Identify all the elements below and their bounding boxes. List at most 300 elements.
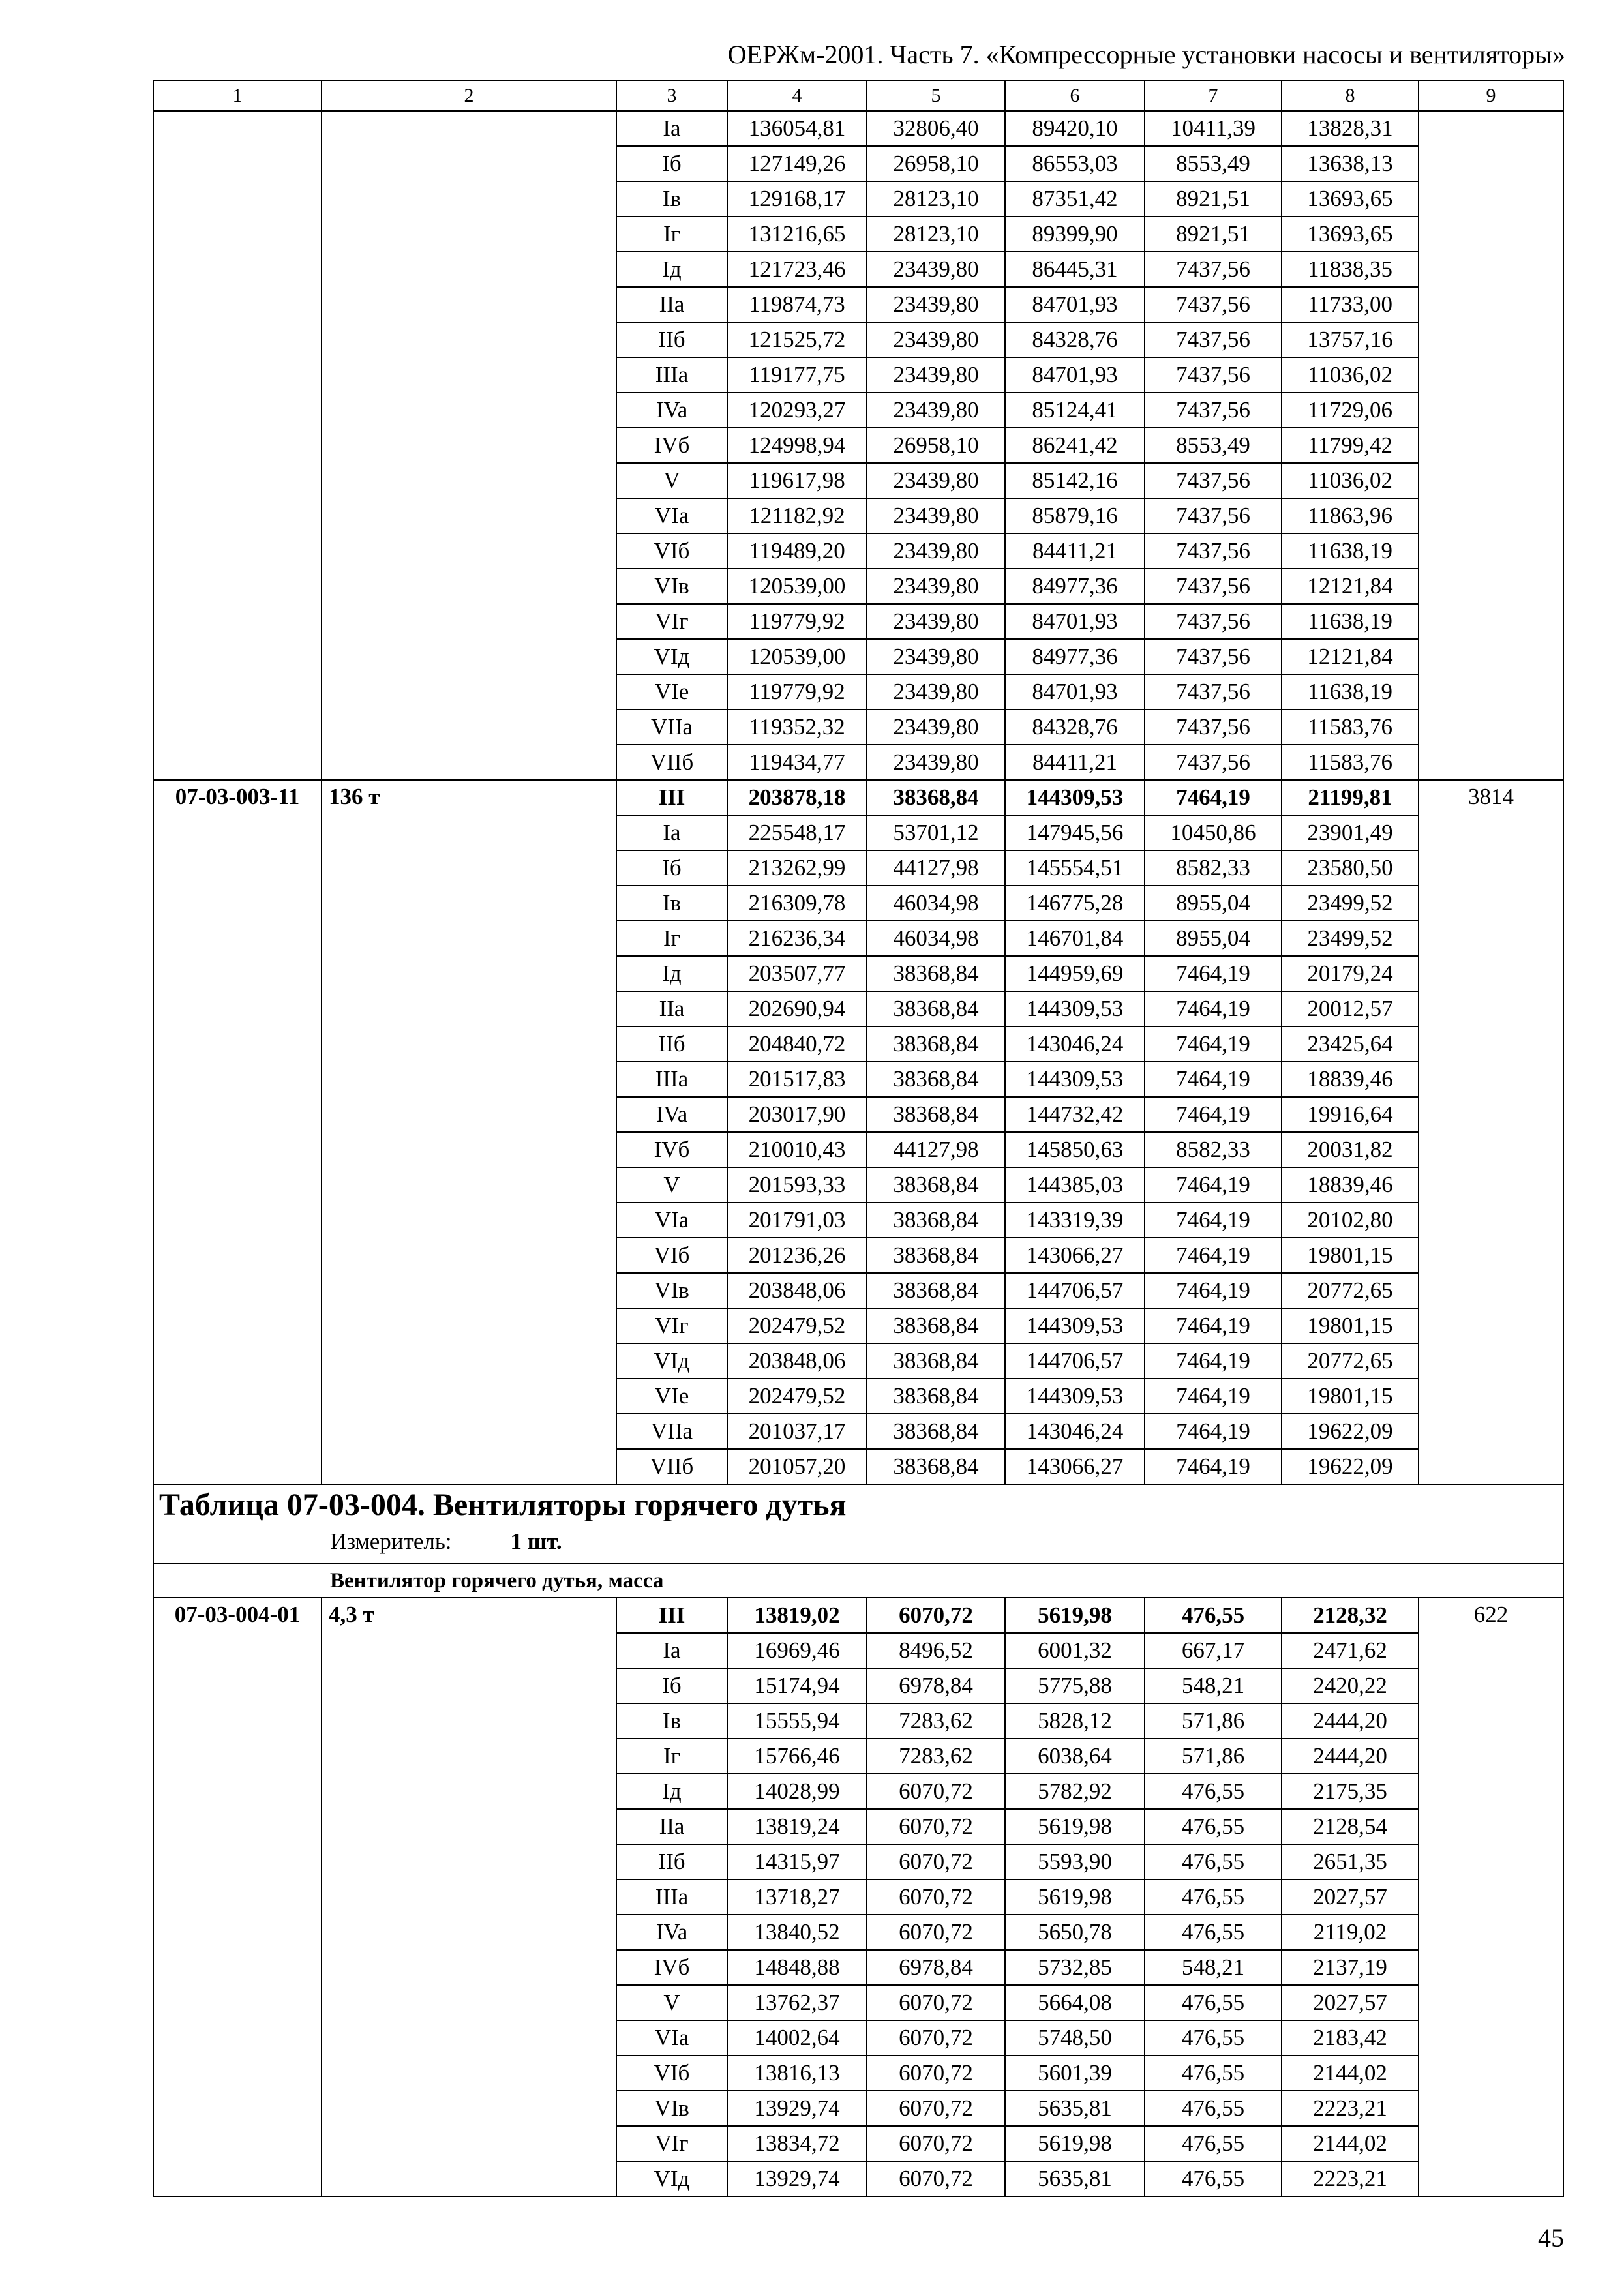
- value-cell: 145554,51: [1005, 850, 1145, 886]
- value-cell: 5664,08: [1005, 1985, 1145, 2020]
- value-cell: 23439,80: [867, 639, 1005, 674]
- value-cell: 7464,19: [1145, 1343, 1282, 1379]
- value-cell: 5732,85: [1005, 1950, 1145, 1985]
- value-cell: 2128,32: [1282, 1598, 1419, 1633]
- zone-cell: VIг: [616, 2126, 727, 2161]
- value-cell: 143066,27: [1005, 1238, 1145, 1273]
- value-cell: 38368,84: [867, 780, 1005, 815]
- value-cell: 2144,02: [1282, 2056, 1419, 2091]
- value-cell: 476,55: [1145, 2020, 1282, 2056]
- value-cell: 23439,80: [867, 287, 1005, 322]
- value-cell: 19801,15: [1282, 1308, 1419, 1343]
- zone-cell: Iб: [616, 850, 727, 886]
- column-number: 5: [867, 80, 1005, 111]
- value-cell: 6070,72: [867, 2091, 1005, 2126]
- column-number: 9: [1419, 80, 1563, 111]
- value-cell: 10411,39: [1145, 111, 1282, 146]
- value-cell: 119434,77: [727, 745, 867, 780]
- zone-cell: VIб: [616, 2056, 727, 2091]
- zone-cell: Iв: [616, 886, 727, 921]
- zone-cell: Iб: [616, 146, 727, 181]
- value-cell: 5635,81: [1005, 2091, 1145, 2126]
- value-cell: 13929,74: [727, 2091, 867, 2126]
- section-title: Вентилятор горячего дутья, масса: [330, 1569, 664, 1593]
- value-cell: 7464,19: [1145, 780, 1282, 815]
- value-cell: 6070,72: [867, 1844, 1005, 1879]
- value-cell: 20179,24: [1282, 956, 1419, 991]
- value-cell: 119779,92: [727, 604, 867, 639]
- value-cell: 5619,98: [1005, 2126, 1145, 2161]
- value-cell: 144309,53: [1005, 780, 1145, 815]
- zone-cell: Iг: [616, 1739, 727, 1774]
- page-number: 45: [1538, 2223, 1564, 2252]
- zone-cell: V: [616, 1985, 727, 2020]
- value-cell: 11638,19: [1282, 674, 1419, 710]
- value-cell: 8955,04: [1145, 921, 1282, 956]
- value-cell: 10450,86: [1145, 815, 1282, 850]
- value-cell: 120293,27: [727, 393, 867, 428]
- zone-cell: VIe: [616, 1379, 727, 1414]
- value-cell: 120539,00: [727, 569, 867, 604]
- value-cell: 84977,36: [1005, 639, 1145, 674]
- value-cell: 2175,35: [1282, 1774, 1419, 1809]
- value-cell: 136054,81: [727, 111, 867, 146]
- value-cell: 53701,12: [867, 815, 1005, 850]
- value-cell: 548,21: [1145, 1950, 1282, 1985]
- value-cell: 8955,04: [1145, 886, 1282, 921]
- zone-cell: VIa: [616, 2020, 727, 2056]
- value-cell: 7464,19: [1145, 1308, 1282, 1343]
- value-cell: 23439,80: [867, 745, 1005, 780]
- value-cell: 13819,24: [727, 1809, 867, 1844]
- zone-cell: IIIa: [616, 1879, 727, 1915]
- value-cell: 5619,98: [1005, 1809, 1145, 1844]
- value-cell: 127149,26: [727, 146, 867, 181]
- value-cell: 38368,84: [867, 991, 1005, 1026]
- value-cell: 2444,20: [1282, 1739, 1419, 1774]
- value-cell: 7437,56: [1145, 393, 1282, 428]
- value-cell: 86553,03: [1005, 146, 1145, 181]
- value-cell: 23439,80: [867, 463, 1005, 498]
- zone-cell: Ia: [616, 1633, 727, 1668]
- value-cell: 145850,63: [1005, 1132, 1145, 1167]
- value-cell: 44127,98: [867, 1132, 1005, 1167]
- value-cell: 201593,33: [727, 1167, 867, 1203]
- value-cell: 2223,21: [1282, 2161, 1419, 2196]
- value-cell: 2027,57: [1282, 1879, 1419, 1915]
- value-cell: 16969,46: [727, 1633, 867, 1668]
- value-cell: 571,86: [1145, 1739, 1282, 1774]
- value-cell: 11799,42: [1282, 428, 1419, 463]
- value-cell: 11638,19: [1282, 533, 1419, 569]
- value-cell: 2471,62: [1282, 1633, 1419, 1668]
- value-cell: 11638,19: [1282, 604, 1419, 639]
- value-cell: 119352,32: [727, 710, 867, 745]
- value-cell: 119489,20: [727, 533, 867, 569]
- zone-cell: VIIa: [616, 1414, 727, 1449]
- unit-line: [154, 1525, 1563, 1558]
- value-cell: 8921,51: [1145, 181, 1282, 217]
- value-cell: 23499,52: [1282, 886, 1419, 921]
- value-cell: 476,55: [1145, 1879, 1282, 1915]
- zone-cell: VIд: [616, 2161, 727, 2196]
- value-cell: 210010,43: [727, 1132, 867, 1167]
- zone-cell: Iв: [616, 1703, 727, 1739]
- unit-value: 1 шт.: [510, 1529, 562, 1554]
- zone-cell: VIв: [616, 1273, 727, 1308]
- value-cell: 121525,72: [727, 322, 867, 357]
- zone-cell: VIIб: [616, 745, 727, 780]
- value-cell: 23901,49: [1282, 815, 1419, 850]
- code-cell: 07-03-003-11: [153, 780, 322, 1484]
- value-cell: 14848,88: [727, 1950, 867, 1985]
- zone-cell: Iд: [616, 1774, 727, 1809]
- value-cell: 119177,75: [727, 357, 867, 393]
- value-cell: 32806,40: [867, 111, 1005, 146]
- value-cell: 7437,56: [1145, 463, 1282, 498]
- value-cell: 5828,12: [1005, 1703, 1145, 1739]
- value-cell: 7437,56: [1145, 674, 1282, 710]
- value-cell: 7437,56: [1145, 639, 1282, 674]
- zone-cell: IVa: [616, 393, 727, 428]
- zone-cell: IIa: [616, 287, 727, 322]
- zone-cell: Ia: [616, 111, 727, 146]
- value-cell: 476,55: [1145, 1844, 1282, 1879]
- zone-cell: IVa: [616, 1097, 727, 1132]
- value-cell: 11729,06: [1282, 393, 1419, 428]
- value-cell: 23439,80: [867, 498, 1005, 533]
- value-cell: 19916,64: [1282, 1097, 1419, 1132]
- value-cell: 7464,19: [1145, 1167, 1282, 1203]
- value-cell: 143319,39: [1005, 1203, 1145, 1238]
- value-cell: 476,55: [1145, 2091, 1282, 2126]
- value-cell: 46034,98: [867, 886, 1005, 921]
- value-cell: 119779,92: [727, 674, 867, 710]
- value-cell: 203878,18: [727, 780, 867, 815]
- value-cell: 7437,56: [1145, 604, 1282, 639]
- value-cell: 6070,72: [867, 2056, 1005, 2091]
- value-cell: 23439,80: [867, 710, 1005, 745]
- value-cell: 15766,46: [727, 1739, 867, 1774]
- zone-cell: VIд: [616, 1343, 727, 1379]
- param-cell: [322, 111, 616, 780]
- value-cell: 6070,72: [867, 1598, 1005, 1633]
- zone-cell: Iг: [616, 217, 727, 252]
- value-cell: 143046,24: [1005, 1026, 1145, 1062]
- extra-cell: [1419, 111, 1563, 780]
- value-cell: 203848,06: [727, 1273, 867, 1308]
- value-cell: 2183,42: [1282, 2020, 1419, 2056]
- column-number-row: [153, 80, 1563, 111]
- value-cell: 23439,80: [867, 252, 1005, 287]
- zone-cell: IVб: [616, 1950, 727, 1985]
- value-cell: 26958,10: [867, 428, 1005, 463]
- table-title: Таблица 07-03-004. Вентиляторы горячего дутья: [159, 1488, 847, 1522]
- table-row: [153, 111, 1563, 146]
- table-row: [153, 780, 1563, 815]
- value-cell: 8496,52: [867, 1633, 1005, 1668]
- value-cell: 6070,72: [867, 2161, 1005, 2196]
- value-cell: 2027,57: [1282, 1985, 1419, 2020]
- value-cell: 6038,64: [1005, 1739, 1145, 1774]
- zone-cell: IIб: [616, 322, 727, 357]
- value-cell: 23439,80: [867, 569, 1005, 604]
- zone-cell: VIб: [616, 533, 727, 569]
- value-cell: 38368,84: [867, 1414, 1005, 1449]
- value-cell: 28123,10: [867, 181, 1005, 217]
- value-cell: 131216,65: [727, 217, 867, 252]
- value-cell: 121723,46: [727, 252, 867, 287]
- value-cell: 476,55: [1145, 2126, 1282, 2161]
- value-cell: 7437,56: [1145, 322, 1282, 357]
- zone-cell: IVa: [616, 1915, 727, 1950]
- value-cell: 144706,57: [1005, 1273, 1145, 1308]
- value-cell: 7464,19: [1145, 1449, 1282, 1484]
- zone-cell: Iв: [616, 181, 727, 217]
- value-cell: 202690,94: [727, 991, 867, 1026]
- value-cell: 12121,84: [1282, 639, 1419, 674]
- zone-cell: VIг: [616, 604, 727, 639]
- value-cell: 19622,09: [1282, 1414, 1419, 1449]
- value-cell: 20012,57: [1282, 991, 1419, 1026]
- code-cell: 07-03-004-01: [153, 1598, 322, 2196]
- value-cell: 38368,84: [867, 1343, 1005, 1379]
- extra-cell: 3814: [1419, 780, 1563, 1484]
- value-cell: 13929,74: [727, 2161, 867, 2196]
- value-cell: 203848,06: [727, 1343, 867, 1379]
- zone-cell: III: [616, 780, 727, 815]
- value-cell: 2420,22: [1282, 1668, 1419, 1703]
- value-cell: 18839,46: [1282, 1167, 1419, 1203]
- zone-cell: VIв: [616, 2091, 727, 2126]
- value-cell: 7464,19: [1145, 1026, 1282, 1062]
- value-cell: 5619,98: [1005, 1598, 1145, 1633]
- value-cell: 5619,98: [1005, 1879, 1145, 1915]
- value-cell: 146701,84: [1005, 921, 1145, 956]
- value-cell: 6070,72: [867, 2020, 1005, 2056]
- value-cell: 7437,56: [1145, 710, 1282, 745]
- value-cell: 38368,84: [867, 1167, 1005, 1203]
- value-cell: 23580,50: [1282, 850, 1419, 886]
- value-cell: 7464,19: [1145, 1414, 1282, 1449]
- price-table: [153, 80, 1564, 2197]
- zone-cell: IIa: [616, 991, 727, 1026]
- extra-cell: 622: [1419, 1598, 1563, 2196]
- value-cell: 2128,54: [1282, 1809, 1419, 1844]
- param-cell: 4,3 т: [322, 1598, 616, 2196]
- value-cell: 23439,80: [867, 393, 1005, 428]
- column-number: 8: [1282, 80, 1419, 111]
- value-cell: 13819,02: [727, 1598, 867, 1633]
- value-cell: 7464,19: [1145, 1273, 1282, 1308]
- value-cell: 15174,94: [727, 1668, 867, 1703]
- unit-label: Измеритель:: [330, 1529, 452, 1554]
- value-cell: 87351,42: [1005, 181, 1145, 217]
- value-cell: 38368,84: [867, 1449, 1005, 1484]
- value-cell: 26958,10: [867, 146, 1005, 181]
- value-cell: 14002,64: [727, 2020, 867, 2056]
- value-cell: 201057,20: [727, 1449, 867, 1484]
- value-cell: 2137,19: [1282, 1950, 1419, 1985]
- value-cell: 6001,32: [1005, 1633, 1145, 1668]
- value-cell: 6070,72: [867, 1809, 1005, 1844]
- value-cell: 548,21: [1145, 1668, 1282, 1703]
- value-cell: 476,55: [1145, 1915, 1282, 1950]
- value-cell: 143046,24: [1005, 1414, 1145, 1449]
- value-cell: 6070,72: [867, 2126, 1005, 2161]
- value-cell: 20031,82: [1282, 1132, 1419, 1167]
- value-cell: 11583,76: [1282, 745, 1419, 780]
- value-cell: 216309,78: [727, 886, 867, 921]
- value-cell: 124998,94: [727, 428, 867, 463]
- value-cell: 21199,81: [1282, 780, 1419, 815]
- value-cell: 14315,97: [727, 1844, 867, 1879]
- zone-cell: VIa: [616, 498, 727, 533]
- zone-cell: Ia: [616, 815, 727, 850]
- value-cell: 84411,21: [1005, 745, 1145, 780]
- zone-cell: Iг: [616, 921, 727, 956]
- value-cell: 11863,96: [1282, 498, 1419, 533]
- table-title-cell: [153, 1484, 1563, 1564]
- value-cell: 7437,56: [1145, 745, 1282, 780]
- value-cell: 5775,88: [1005, 1668, 1145, 1703]
- value-cell: 23439,80: [867, 357, 1005, 393]
- value-cell: 11036,02: [1282, 463, 1419, 498]
- value-cell: 476,55: [1145, 1774, 1282, 1809]
- value-cell: 13762,37: [727, 1985, 867, 2020]
- value-cell: 6070,72: [867, 1985, 1005, 2020]
- value-cell: 8921,51: [1145, 217, 1282, 252]
- value-cell: 5650,78: [1005, 1915, 1145, 1950]
- value-cell: 18839,46: [1282, 1062, 1419, 1097]
- value-cell: 6070,72: [867, 1774, 1005, 1809]
- value-cell: 7437,56: [1145, 357, 1282, 393]
- value-cell: 129168,17: [727, 181, 867, 217]
- zone-cell: VIд: [616, 639, 727, 674]
- header-rule: [150, 76, 1565, 78]
- value-cell: 84701,93: [1005, 287, 1145, 322]
- value-cell: 7464,19: [1145, 1379, 1282, 1414]
- value-cell: 13718,27: [727, 1879, 867, 1915]
- value-cell: 13757,16: [1282, 322, 1419, 357]
- value-cell: 13816,13: [727, 2056, 867, 2091]
- value-cell: 119617,98: [727, 463, 867, 498]
- value-cell: 84701,93: [1005, 674, 1145, 710]
- value-cell: 6070,72: [867, 1915, 1005, 1950]
- value-cell: 216236,34: [727, 921, 867, 956]
- value-cell: 13828,31: [1282, 111, 1419, 146]
- zone-cell: IIIa: [616, 1062, 727, 1097]
- value-cell: 85124,41: [1005, 393, 1145, 428]
- value-cell: 7437,56: [1145, 498, 1282, 533]
- value-cell: 11733,00: [1282, 287, 1419, 322]
- value-cell: 476,55: [1145, 1985, 1282, 2020]
- column-number: 6: [1005, 80, 1145, 111]
- value-cell: 23439,80: [867, 322, 1005, 357]
- value-cell: 2144,02: [1282, 2126, 1419, 2161]
- value-cell: 13840,52: [727, 1915, 867, 1950]
- value-cell: 225548,17: [727, 815, 867, 850]
- value-cell: 7464,19: [1145, 1203, 1282, 1238]
- value-cell: 84411,21: [1005, 533, 1145, 569]
- value-cell: 13834,72: [727, 2126, 867, 2161]
- value-cell: 571,86: [1145, 1703, 1282, 1739]
- zone-cell: IIa: [616, 1809, 727, 1844]
- zone-cell: IIб: [616, 1026, 727, 1062]
- column-number: 7: [1145, 80, 1282, 111]
- running-header: [150, 31, 1565, 78]
- value-cell: 85879,16: [1005, 498, 1145, 533]
- value-cell: 12121,84: [1282, 569, 1419, 604]
- zone-cell: Iб: [616, 1668, 727, 1703]
- column-number: 1: [153, 80, 322, 111]
- value-cell: 84701,93: [1005, 604, 1145, 639]
- value-cell: 7464,19: [1145, 1062, 1282, 1097]
- zone-cell: IIб: [616, 1844, 727, 1879]
- value-cell: 38368,84: [867, 1238, 1005, 1273]
- value-cell: 5748,50: [1005, 2020, 1145, 2056]
- table-row: [153, 1598, 1563, 1633]
- code-cell: [153, 111, 322, 780]
- value-cell: 13693,65: [1282, 181, 1419, 217]
- zone-cell: VIг: [616, 1308, 727, 1343]
- value-cell: 89399,90: [1005, 217, 1145, 252]
- value-cell: 7283,62: [867, 1703, 1005, 1739]
- value-cell: 202479,52: [727, 1379, 867, 1414]
- zone-cell: VIa: [616, 1203, 727, 1238]
- value-cell: 6978,84: [867, 1668, 1005, 1703]
- column-number: 3: [616, 80, 727, 111]
- value-cell: 201791,03: [727, 1203, 867, 1238]
- value-cell: 2119,02: [1282, 1915, 1419, 1950]
- value-cell: 44127,98: [867, 850, 1005, 886]
- value-cell: 201517,83: [727, 1062, 867, 1097]
- value-cell: 476,55: [1145, 1598, 1282, 1633]
- value-cell: 5601,39: [1005, 2056, 1145, 2091]
- value-cell: 147945,56: [1005, 815, 1145, 850]
- zone-cell: VIб: [616, 1238, 727, 1273]
- value-cell: 14028,99: [727, 1774, 867, 1809]
- value-cell: 667,17: [1145, 1633, 1282, 1668]
- value-cell: 5782,92: [1005, 1774, 1145, 1809]
- value-cell: 7464,19: [1145, 991, 1282, 1026]
- value-cell: 202479,52: [727, 1308, 867, 1343]
- value-cell: 144309,53: [1005, 1062, 1145, 1097]
- value-cell: 23499,52: [1282, 921, 1419, 956]
- value-cell: 19801,15: [1282, 1379, 1419, 1414]
- value-cell: 46034,98: [867, 921, 1005, 956]
- value-cell: 11838,35: [1282, 252, 1419, 287]
- value-cell: 120539,00: [727, 639, 867, 674]
- value-cell: 2444,20: [1282, 1703, 1419, 1739]
- value-cell: 7464,19: [1145, 956, 1282, 991]
- value-cell: 8553,49: [1145, 428, 1282, 463]
- value-cell: 8582,33: [1145, 1132, 1282, 1167]
- value-cell: 6070,72: [867, 1879, 1005, 1915]
- column-number: 2: [322, 80, 616, 111]
- value-cell: 7437,56: [1145, 252, 1282, 287]
- value-cell: 201236,26: [727, 1238, 867, 1273]
- value-cell: 20102,80: [1282, 1203, 1419, 1238]
- value-cell: 84328,76: [1005, 710, 1145, 745]
- value-cell: 19622,09: [1282, 1449, 1419, 1484]
- value-cell: 84977,36: [1005, 569, 1145, 604]
- value-cell: 86445,31: [1005, 252, 1145, 287]
- value-cell: 7464,19: [1145, 1238, 1282, 1273]
- zone-cell: IIIa: [616, 357, 727, 393]
- value-cell: 476,55: [1145, 1809, 1282, 1844]
- header-title: ОЕРЖм-2001. Часть 7. «Компрессорные установки насосы и вентиляторы»: [727, 40, 1565, 69]
